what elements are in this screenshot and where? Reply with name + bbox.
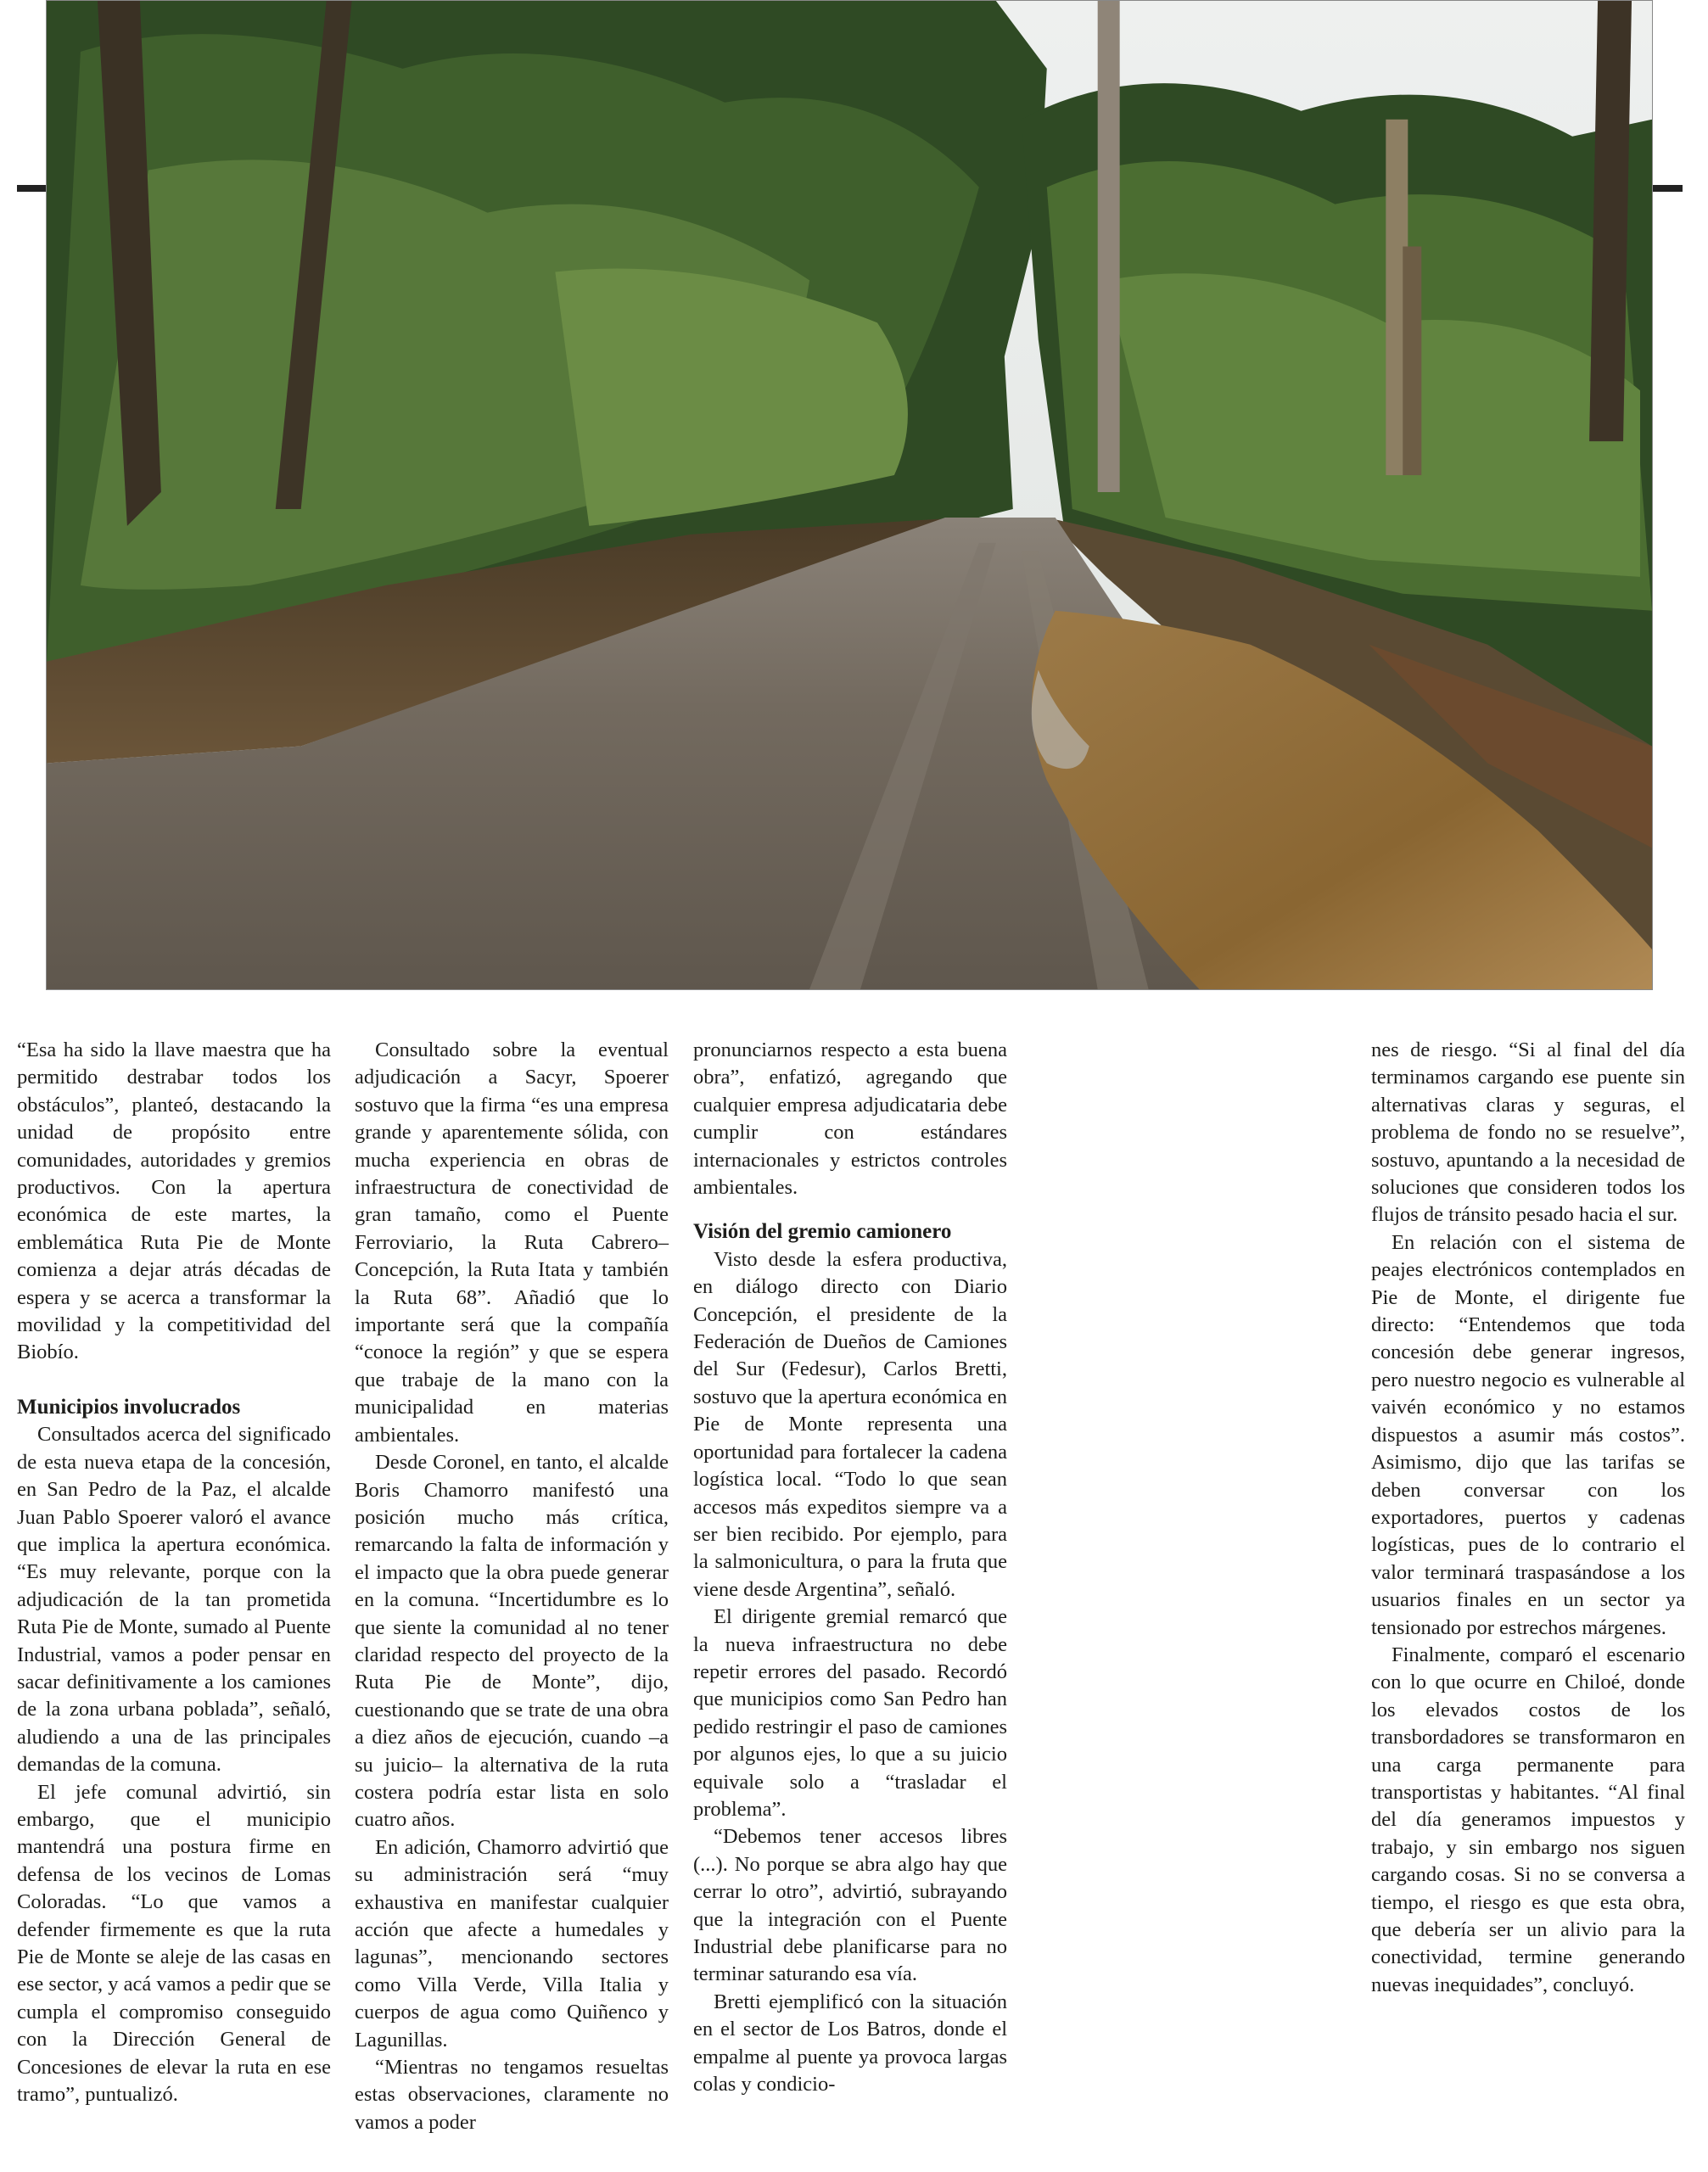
paragraph: El jefe comunal advirtió, sin embargo, que el municipio mantendrá una postura firme en defensa de los vecinos de Lomas Coloradas. “Lo que vamos a defender firmemente es que la ruta Pie de Monte se aleje de las casas en ese sector, y acá vamos a pedir que se cumpla el compromiso conseguido con la Dirección General de Concesiones de elevar la ruta en ese tramo”, puntualizó. [17, 1780, 331, 2107]
paragraph: Desde Coronel, en tanto, el alcalde Boris Chamorro manifestó una posición mucho más crítica, remarcando la falta de información y el impacto que la obra puede generar en la comuna. “Incertidumbre es lo que siente la comunidad al no tener claridad respecto del proyecto de la Ruta Pie de Monte”, dijo, cuestionando que se trate de una obra a diez años de ejecución, cuando –a su juicio– la alternativa de la ruta costera podría estar lista en solo cuatro años. [355, 1451, 669, 1832]
paragraph: nes de riesgo. “Si al final del día terminamos cargando ese puente sin alternativas claras y seguras, el problema de fondo no se resuelve”, sostuvo, apuntando a la necesidad de soluciones que consideren todos los flujos de tránsito pesado hacia el sur. [1371, 1038, 1685, 1227]
article-column-3 [693, 1037, 1007, 2098]
paragraph: pronunciarnos respecto a esta buena obra”, enfatizó, agregando que cualquier empresa adjudicataria debe cumplir con estándares internacionales y estrictos controles ambientales. [693, 1038, 1007, 1200]
paragraph: En relación con el sistema de peajes electrónicos contemplados en Pie de Monte, el dirigente fue directo: “Entendemos que toda concesión debe generar ingresos, pero nuestro negocio es vulnerable al vaivén económico y no estamos dispuestos a asumir más costos”. Asimismo, dijo que las tarifas se deben conversar con los exportadores, puertos y cadenas logísticas, pues de lo contrario el valor terminará traspasándose a los usuarios finales en un sector ya tensionado por estrechos márgenes. [1371, 1230, 1685, 1639]
article-column-4 [1371, 1037, 1685, 1999]
paragraph: Consultado sobre la eventual adjudicación a Sacyr, Spoerer sostuvo que la firma “es una empresa grande y aparentemente sólida, con mucha experiencia en obras de infraestructura de conectividad de gran tamaño, como el Puente Ferroviario, la Ruta Cabrero–Concepción, la Ruta Itata y también la Ruta 68”. Añadió que lo importante será que la compañía “conoce la región” y que se espera que trabaje de la mano con la municipalidad en materias ambientales. [355, 1038, 669, 1447]
section-heading: Municipios involucrados [17, 1395, 241, 1419]
paragraph: Finalmente, comparó el escenario con lo que ocurre en Chiloé, donde los elevados costos de los transbordadores se transformaron en una carga permanente para transportistas y habitantes. “Al final del día generamos impuestos y trabajo, y sin embargo nos siguen cargando cosas. Si no se conversa a tiempo, el riesgo es que esta obra, que debería ser un alivio para la conectividad, termine generando nuevas inequidades”, concluyó. [1371, 1643, 1685, 1996]
paragraph: Visto desde la esfera productiva, en diálogo directo con Diario Concepción, el presidente de la Federación de Dueños de Camiones del Sur (Fedesur), Carlos Bretti, sostuvo que la apertura económica en Pie de Monte representa una oportunidad para fortalecer la cadena logística local. “Todo lo que sean accesos más expeditos siempre va a ser bien recibido. Por ejemplo, para la salmonicultura, o para la fruta que viene desde Argentina”, señaló. [693, 1247, 1007, 1601]
article-column-1 [17, 1037, 331, 2108]
article-column-2 [355, 1037, 669, 2136]
left-column-rule [17, 185, 46, 192]
right-column-rule [1653, 185, 1683, 192]
paragraph: “Debemos tener accesos libres (...). No porque se abra algo hay que cerrar lo otro”, advirtió, subrayando que la integración con el Puente Industrial debe planificarse para no terminar saturando esa vía. [693, 1825, 1007, 1986]
paragraph: El dirigente gremial remarcó que la nueva infraestructura no debe repetir errores del pasado. Recordó que municipios como San Pedro han pedido restringir el paso de camiones por algunos ejes, lo que a su juicio equivale solo a “trasladar el problema”. [693, 1605, 1007, 1821]
paragraph: “Esa ha sido la llave maestra que ha permitido destrabar todos los obstáculos”, planteó, destacando la unidad de propósito entre comunidades, autoridades y gremios productivos. Con la apertura económica de este martes, la emblemática Ruta Pie de Monte comienza a dejar atrás décadas de espera y se acerca a transformar la movilidad y la competitividad del Biobío. [17, 1038, 331, 1364]
paragraph: “Mientras no tengamos resueltas estas observaciones, claramente no vamos a poder [355, 2056, 669, 2134]
section-heading: Visión del gremio camionero [693, 1220, 952, 1244]
paragraph: En adición, Chamorro advirtió que su administración será “muy exhaustiva en manifestar cualquier acción que afecte a humedales y lagunas”, mencionando sectores como Villa Verde, Villa Italia y cuerpos de agua como Quiñenco y Lagunillas. [355, 1835, 669, 2052]
paragraph: Consultados acerca del significado de esta nueva etapa de la concesión, en San Pedro de la Paz, el alcalde Juan Pablo Spoerer valoró el avance que implica la apertura económica. “Es muy relevante, porque con la adjudicación de la tan prometida Ruta Pie de Monte, sumado al Puente Industrial, vamos a poder pensar en sacar definitivamente a los camiones de la zona urbana poblada”, señaló, aludiendo a una de las principales demandas de la comuna. [17, 1423, 331, 1777]
road-photo [46, 0, 1653, 990]
paragraph: Bretti ejemplificó con la situación en el sector de Los Batros, donde el empalme al puente ya provoca largas colas y condicio- [693, 1990, 1007, 2096]
